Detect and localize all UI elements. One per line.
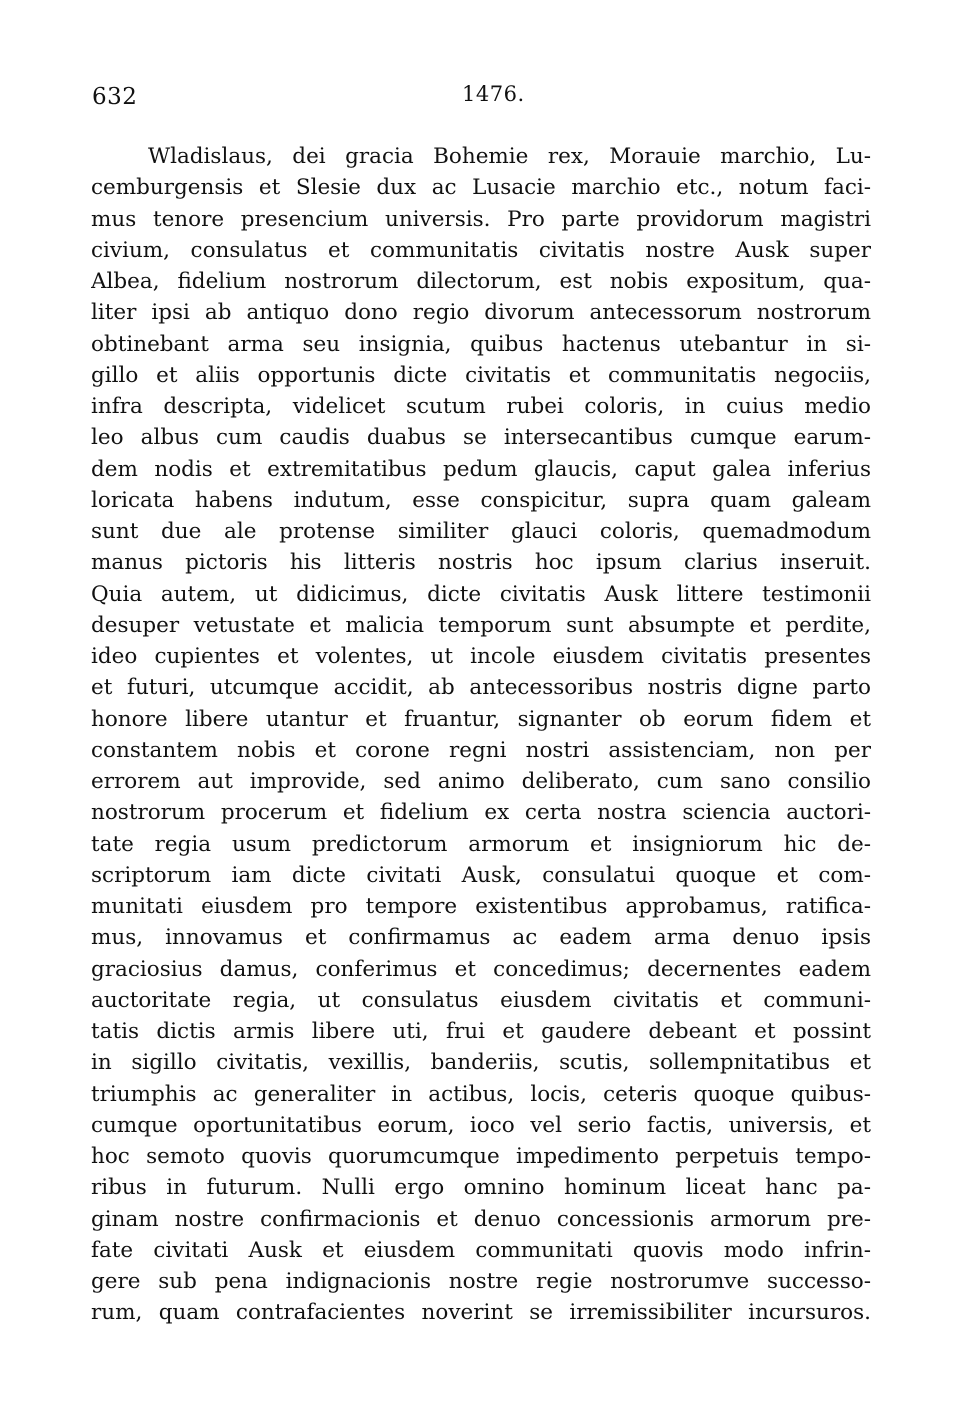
text-line: cumque oportunitatibus eorum, ioco vel serio factis, universis, et bbox=[91, 1112, 871, 1138]
text-line: nostrorum procerum et fidelium ex certa nostra sciencia auctori- bbox=[91, 800, 871, 826]
text-line: liter ipsi ab antiquo dono regio divorum antecessorum nostrorum bbox=[91, 300, 871, 326]
text-line: infra descripta, videlicet scutum rubei coloris, in cuius medio bbox=[91, 394, 871, 419]
text-line: gere sub pena indignacionis nostre regie nostrorumve successo- bbox=[91, 1269, 871, 1294]
text-line: gillo et aliis opportunis dicte civitatis et communitatis negociis, bbox=[91, 362, 871, 388]
text-line: honore libere utantur et fruantur, signanter ob eorum fidem et bbox=[91, 706, 871, 732]
text-line: constantem nobis et corone regni nostri assistenciam, non per bbox=[91, 737, 871, 763]
text-line: fate civitati Ausk et eiusdem communitati quovis modo infrin- bbox=[91, 1237, 871, 1263]
text-line: cemburgensis et Slesie dux ac Lusacie marchio etc., notum faci- bbox=[91, 175, 871, 201]
running-head: 1476. bbox=[462, 82, 525, 106]
text-line: graciosius damus, conferimus et concedimus; decernentes eadem bbox=[91, 956, 871, 982]
text-line: ginam nostre confirmacionis et denuo concessionis armorum pre- bbox=[91, 1206, 871, 1232]
text-line: in sigillo civitatis, vexillis, banderiis, scutis, sollempnitatibus et bbox=[91, 1050, 871, 1076]
text-line: scriptorum iam dicte civitati Ausk, consulatui quoque et com- bbox=[91, 862, 871, 888]
text-line: ideo cupientes et volentes, ut incole eiusdem civitatis presentes bbox=[91, 644, 871, 669]
text-line: triumphis ac generaliter in actibus, locis, ceteris quoque quibus- bbox=[91, 1081, 871, 1107]
text-line: ribus in futurum. Nulli ergo omnino hominum liceat hanc pa- bbox=[91, 1175, 871, 1201]
body-text bbox=[91, 141, 871, 1329]
text-line: tatis dictis armis libere uti, frui et gaudere debeant et possint bbox=[91, 1019, 871, 1044]
text-line: manus pictoris his litteris nostris hoc ipsum clarius inseruit. bbox=[91, 550, 871, 576]
text-line: errorem aut improvide, sed animo deliberato, cum sano consilio bbox=[91, 769, 871, 794]
text-line: munitati eiusdem pro tempore existentibus approbamus, ratifica- bbox=[91, 894, 871, 919]
text-line: mus, innovamus et confirmamus ac eadem arma denuo ipsis bbox=[91, 925, 871, 951]
text-line: hoc semoto quovis quorumcumque impedimento perpetuis tempo- bbox=[91, 1144, 871, 1169]
text-line: civium, consulatus et communitatis civitatis nostre Ausk super bbox=[91, 237, 871, 263]
text-line: tate regia usum predictorum armorum et insigniorum hic de- bbox=[91, 831, 871, 857]
text-line: sunt due ale protense similiter glauci coloris, quemadmodum bbox=[91, 519, 871, 544]
page-number: 632 bbox=[92, 84, 138, 110]
text-line: Albea, fidelium nostrorum dilectorum, est nobis expositum, qua- bbox=[91, 269, 871, 294]
text-line: et futuri, utcumque accidit, ab antecessoribus nostris digne parto bbox=[91, 675, 871, 701]
text-line: leo albus cum caudis duabus se intersecantibus cumque earum- bbox=[91, 425, 871, 451]
text-line: Wladislaus, dei gracia Bohemie rex, Morauie marchio, Lu- bbox=[148, 144, 871, 169]
text-line: loricata habens indutum, esse conspicitur, supra quam galeam bbox=[91, 487, 871, 513]
text-line: desuper vetustate et malicia temporum sunt absumpte et perdite, bbox=[91, 612, 871, 638]
text-line: dem nodis et extremitatibus pedum glaucis, caput galea inferius bbox=[91, 456, 871, 482]
text-line: Quia autem, ut didicimus, dicte civitatis Ausk littere testimonii bbox=[91, 581, 871, 607]
text-line: rum, quam contrafacientes noverint se irremissibiliter incursuros. bbox=[91, 1300, 871, 1326]
text-line: mus tenore presencium universis. Pro parte providorum magistri bbox=[91, 206, 871, 232]
text-line: auctoritate regia, ut consulatus eiusdem civitatis et communi- bbox=[91, 987, 871, 1013]
text-line: obtinebant arma seu insignia, quibus hactenus utebantur in si- bbox=[91, 331, 871, 357]
